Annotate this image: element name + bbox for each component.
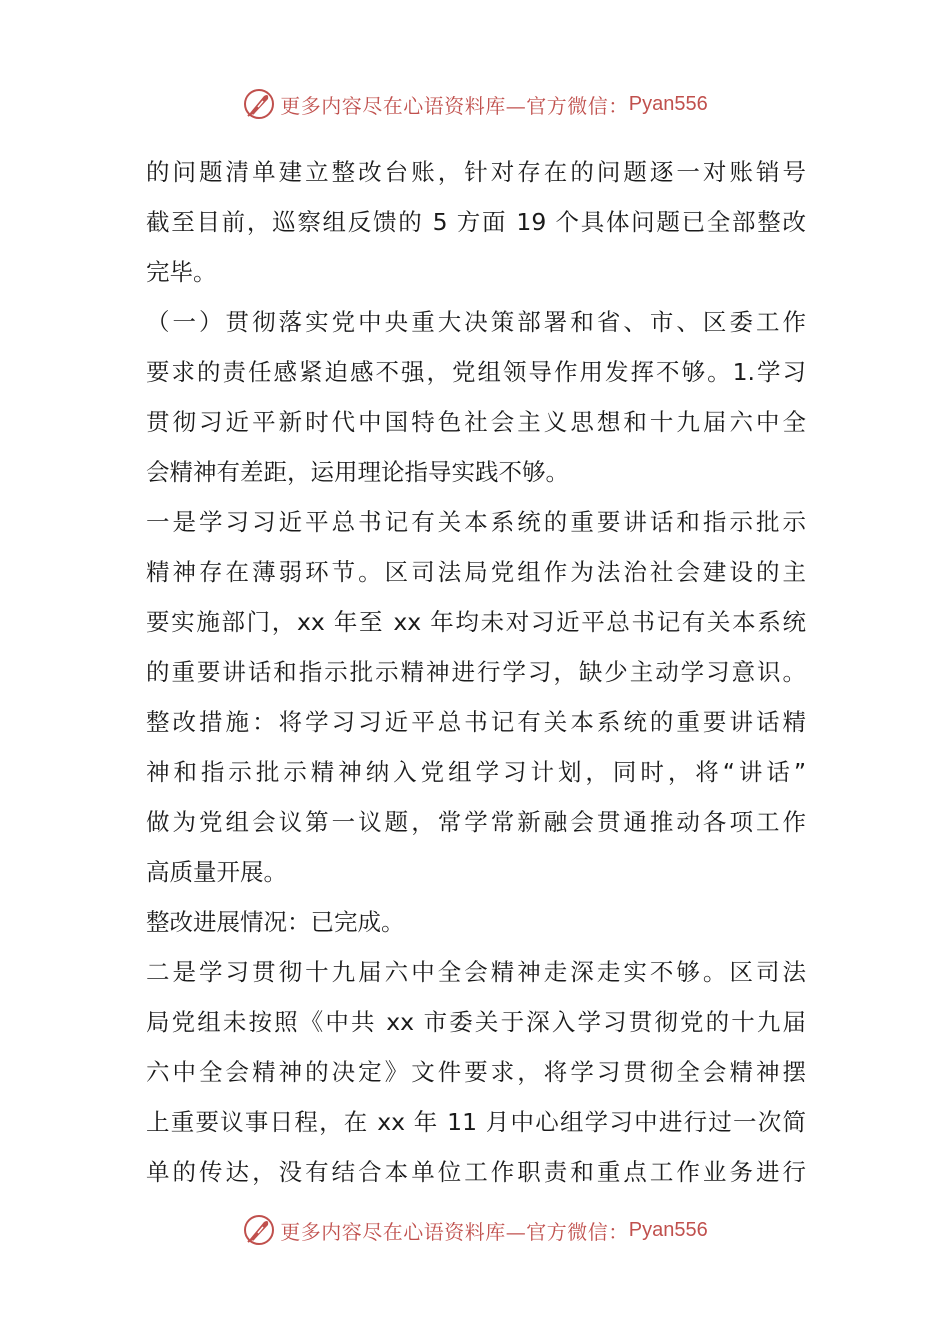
footer-watermark-banner [0, 1210, 950, 1250]
body-line: 单的传达，没有结合本单位工作职责和重点工作业务进行 [146, 1158, 806, 1186]
body-line: （一）贯彻落实党中央重大决策部署和省、市、区委工作 [146, 308, 806, 336]
body-line: 的重要讲话和指示批示精神进行学习，缺少主动学习意识。 [146, 658, 806, 686]
body-line: 做为党组会议第一议题，常学常新融会贯通推动各项工作 [146, 808, 806, 836]
body-line: 完毕。 [146, 258, 217, 286]
header-wechat-id: Pyan556 [628, 92, 708, 115]
body-line: 的问题清单建立整改台账，针对存在的问题逐一对账销号 [146, 158, 806, 186]
body-line: 上重要议事日程，在 xx 年 11 月中心组学习中进行过一次简 [146, 1108, 806, 1136]
body-line: 局党组未按照《中共 xx 市委关于深入学习贯彻党的十九届 [146, 1008, 806, 1036]
body-line: 整改进展情况：已完成。 [146, 908, 405, 936]
body-line: 一是学习习近平总书记有关本系统的重要讲话和指示批示 [146, 508, 806, 536]
quill-pen-logo-icon [242, 1213, 276, 1247]
document-body [146, 147, 806, 1197]
body-line: 整改措施：将学习习近平总书记有关本系统的重要讲话精 [146, 708, 806, 736]
body-line: 要求的责任感紧迫感不强，党组领导作用发挥不够。1.学习 [146, 358, 806, 386]
body-line: 六中全会精神的决定》文件要求，将学习贯彻全会精神摆 [146, 1058, 806, 1086]
body-line: 要实施部门，xx 年至 xx 年均未对习近平总书记有关本系统 [146, 608, 806, 636]
body-line: 神和指示批示精神纳入党组学习计划，同时，将“讲话” [146, 758, 806, 786]
body-line: 会精神有差距，运用理论指导实践不够。 [146, 458, 569, 486]
body-line: 高质量开展。 [146, 858, 287, 886]
header-watermark-banner [0, 84, 950, 124]
body-line: 贯彻习近平新时代中国特色社会主义思想和十九届六中全 [146, 408, 806, 436]
header-banner-text: 更多内容尽在心语资料库—官方微信： [280, 93, 629, 118]
body-line: 截至目前，巡察组反馈的 5 方面 19 个具体问题已全部整改 [146, 208, 806, 236]
footer-banner-text: 更多内容尽在心语资料库—官方微信： [280, 1219, 629, 1244]
body-line: 精神存在薄弱环节。区司法局党组作为法治社会建设的主 [146, 558, 806, 586]
footer-wechat-id: Pyan556 [628, 1218, 708, 1241]
quill-pen-logo-icon [242, 87, 276, 121]
body-line: 二是学习贯彻十九届六中全会精神走深走实不够。区司法 [146, 958, 806, 986]
